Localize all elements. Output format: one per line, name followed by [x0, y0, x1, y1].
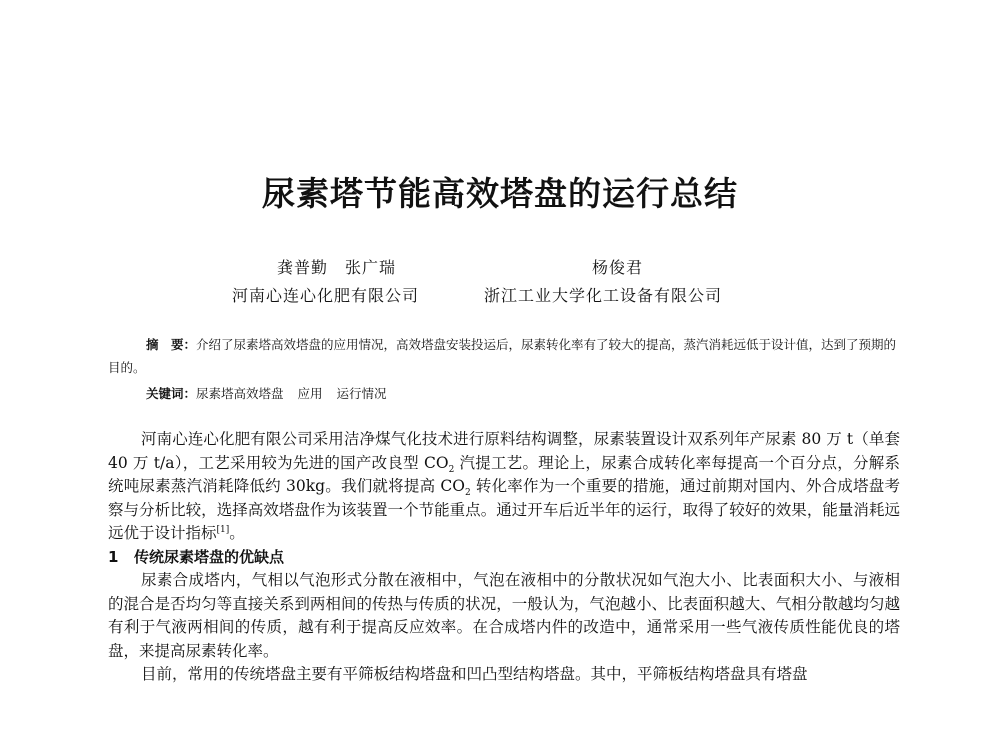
- body-paragraph: 尿素合成塔内，气相以气泡形式分散在液相中，气泡在液相中的分散状况如气泡大小、比表面积大小、与液相的混合是否均匀等直接关系到两相间的传热与传质的状况，一般认为，气泡越小、比表面积越大、气相分散越均匀越有利于气液两相间的传质，越有利于提高反应效率。在合成塔内件的改造中，通常采用一些气液传质性能优良的塔盘，来提高尿素转化率。: [108, 571, 900, 660]
- abstract-text: 介绍了尿素塔高效塔盘的应用情况，高效塔盘安装投运后，尿素转化率有了较大的提高，蒸汽消耗远低于设计值，达到了预期的目的。: [108, 337, 897, 375]
- affiliation-left: 河南心连心化肥有限公司: [232, 286, 420, 305]
- text-run: 汽提工艺。理论上，尿素合成转化率每提高一个百分点，分解系统吨尿素蒸汽消耗降低约 30kg。我们就将提高 CO: [108, 453, 900, 495]
- authors-right: 杨俊君: [592, 258, 644, 277]
- body-paragraph: [108, 428, 900, 546]
- section-title: 传统尿素塔盘的优缺点: [134, 547, 285, 566]
- text-run: 转化率作为一个重要的措施，通过前期对国内、外合成塔盘考察与分析比较，选择高效塔盘作为该装置一个节能重点。通过开车后近半年的运行，取得了较好的效果，能量消耗远远优于设计指标: [108, 477, 900, 542]
- paper-title: 尿素塔节能高效塔盘的运行总结: [262, 174, 738, 213]
- keyword-item: 应用: [297, 386, 323, 401]
- section-heading: [108, 546, 900, 570]
- affiliation-right: 浙江工业大学化工设备有限公司: [484, 286, 723, 305]
- authors-left: 龚普勤 张广瑞: [277, 258, 397, 277]
- citation-ref: [1]: [216, 524, 230, 535]
- keywords-label: 关键词：: [146, 386, 197, 401]
- text-run: 河南心连心化肥有限公司采用洁净煤气化技术进行原料结构调整，尿素装置设计双系列年产尿素 80 万 t（单套 40 万 t/a），工艺采用较为先进的国产改良型 CO: [108, 430, 900, 472]
- text-run: 。: [229, 524, 245, 542]
- section-number: 1: [108, 547, 119, 566]
- abstract-paragraph: [108, 333, 900, 379]
- subscript: 2: [448, 464, 455, 475]
- keyword-item: 运行情况: [336, 386, 387, 401]
- keywords: [146, 383, 401, 405]
- keyword-item: 尿素塔高效塔盘: [196, 386, 284, 401]
- abstract: [108, 333, 900, 379]
- body-paragraph: 目前，常用的传统塔盘主要有平筛板结构塔盘和凹凸型结构塔盘。其中，平筛板结构塔盘具有塔盘: [141, 665, 808, 683]
- body-text: [108, 428, 900, 687]
- subscript: 2: [465, 488, 471, 499]
- abstract-label: 摘 要：: [146, 337, 197, 352]
